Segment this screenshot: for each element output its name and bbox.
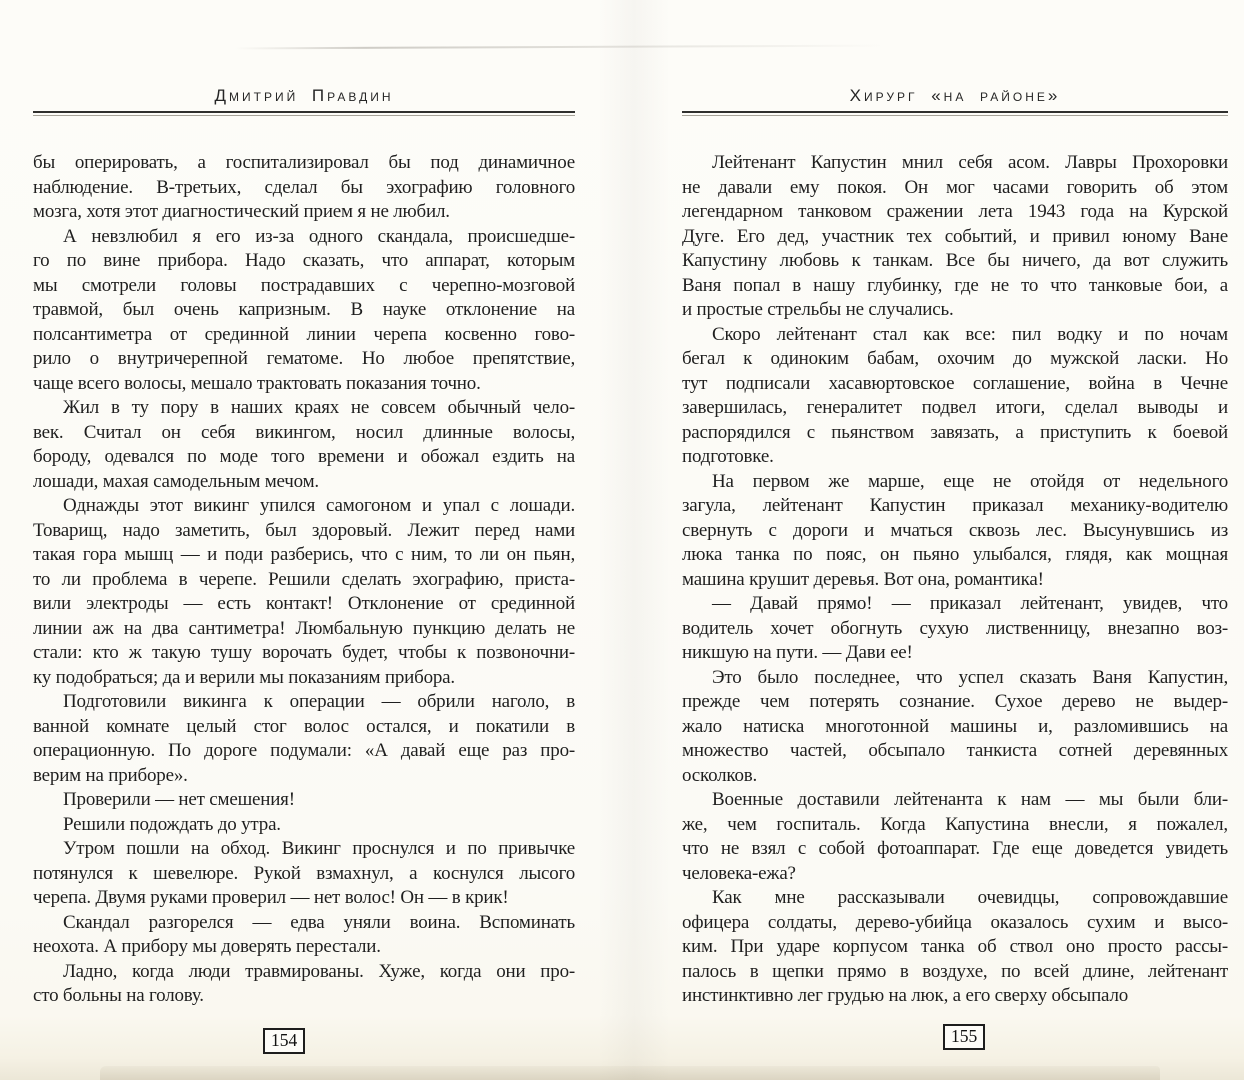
text-line: то ли проблема в черепе. Решили сделать эхографию, приста- bbox=[33, 568, 575, 590]
text-line: сто больны на голову. bbox=[33, 985, 204, 1006]
paragraph bbox=[682, 886, 1228, 1009]
text-line: не давали ему покоя. Он мог часами говорить об этом bbox=[682, 176, 1228, 198]
text-line: офицера солдаты, дерево-убийца оказалось сухим и высо- bbox=[682, 911, 1228, 933]
text-line: Проверили — нет смешения! bbox=[63, 789, 295, 810]
text-line: завершилась, генералитет подвел итоги, сделал выводы и bbox=[682, 397, 1228, 418]
text-line: лошади, махая самодельным мечом. bbox=[33, 470, 319, 492]
text-line: жало натиска многотонной машины и, разломившись на bbox=[682, 715, 1228, 737]
paragraph bbox=[682, 151, 1228, 323]
text-line: Дуге. Его дед, участник тех событий, и привил юному Ване bbox=[682, 225, 1228, 247]
text-line: инстинктивно лег грудью на люк, а его сверху обсыпало bbox=[682, 985, 1129, 1006]
text-line: — Давай прямо! — приказал лейтенант, увидев, что bbox=[712, 593, 1228, 614]
paragraph bbox=[682, 666, 1228, 789]
text-line: Товарищ, надо заметить, был здоровый. Лежит перед нами bbox=[33, 519, 575, 541]
text-line: Капустину любовь к танкам. Все бы ничего, да вот служить bbox=[682, 250, 1228, 271]
text-line: бороду, одевался по моде того времени и обожал ездить на bbox=[33, 446, 575, 467]
bottom-scan-edge bbox=[100, 1066, 1160, 1080]
text-line: палось в щепки прямо в воздухе, по всей длине, лейтенант bbox=[682, 960, 1228, 982]
text-line: стали: кто ж такую тушу ворочать будет, чтобы к позвоночни- bbox=[33, 642, 575, 663]
text-line: тут подписали хасавюртовское соглашение, война в Чечне bbox=[682, 372, 1228, 394]
text-line: бы оперировать, а госпитализировал бы под динамичное bbox=[33, 152, 575, 173]
text-line: легендарном танковом сражении лета 1943 года на Курской bbox=[682, 201, 1228, 222]
page-gutter-shadow bbox=[598, 0, 670, 1080]
text-line: бегал к одиноким бабам, охочим до мужской ласки. Но bbox=[682, 348, 1228, 369]
text-line: На первом же марше, еще не отойдя от недельного bbox=[712, 470, 1228, 492]
text-line: множество частей, обсыпало танкиста сотней деревянных bbox=[682, 740, 1228, 761]
text-line: Военные доставили лейтенанта к нам — мы были бли- bbox=[712, 789, 1228, 810]
text-line: неохота. А прибору мы доверять перестали. bbox=[33, 936, 381, 957]
text-line: верим на приборе». bbox=[33, 764, 188, 786]
text-line: Как мне рассказывали очевидцы, сопровождавшие bbox=[712, 887, 1228, 908]
page-number-right: 155 bbox=[943, 1024, 985, 1050]
text-line: полсантиметра от срединной линии черепа косвенно гово- bbox=[33, 323, 575, 345]
header-rule bbox=[682, 111, 1228, 116]
text-line: ким. При ударе корпусом танка об ствол оно просто рассы- bbox=[682, 936, 1228, 957]
text-line: Лейтенант Капустин мнил себя асом. Лавры Прохоровки bbox=[712, 152, 1228, 173]
page-right bbox=[682, 86, 1228, 1009]
text-line: загула, лейтенант Капустин приказал механику-водителю bbox=[682, 495, 1228, 516]
paragraph bbox=[33, 690, 575, 788]
page-body-right bbox=[682, 151, 1228, 1009]
text-line: Однажды этот викинг упился самогоном и упал с лошади. bbox=[63, 495, 575, 516]
text-line: потянулся к шевелюре. Рукой взмахнул, а коснулся лысого bbox=[33, 862, 575, 884]
text-line: ку подобраться; да и верили мы показаниям прибора. bbox=[33, 666, 455, 688]
paragraph bbox=[33, 837, 575, 911]
text-line: ванной комнате целый стог волос остался, и покатили в bbox=[33, 715, 575, 737]
page-body-left bbox=[33, 151, 575, 1009]
header-rule bbox=[33, 111, 575, 116]
text-line: распорядился с пьянством завязать, а приступить к боевой bbox=[682, 421, 1228, 443]
text-line: что не взял с собой фотоаппарат. Где еще доведется увидеть bbox=[682, 838, 1228, 859]
text-line: операционную. По дороге подумали: «А давай еще раз про- bbox=[33, 740, 575, 761]
text-line: же, чем госпиталь. Когда Капустина внесли, я пожалел, bbox=[682, 813, 1228, 835]
text-line: Утром пошли на обход. Викинг проснулся и по привычке bbox=[63, 838, 575, 859]
paragraph bbox=[33, 960, 575, 1009]
text-line: наблюдение. В-третьих, сделал бы эхографию головного bbox=[33, 176, 575, 198]
text-line: Это было последнее, что успел сказать Ваня Капустин, bbox=[712, 666, 1228, 688]
paragraph bbox=[33, 396, 575, 494]
text-line: человека-ежа? bbox=[682, 862, 796, 884]
text-line: и простые стрельбы не случались. bbox=[682, 299, 954, 320]
text-line: свернуть с дороги и мчаться сквозь лес. Высунувшись из bbox=[682, 519, 1228, 541]
text-line: Скоро лейтенант стал как все: пил водку и по ночам bbox=[712, 323, 1228, 345]
text-line: прежде чем потерять сознание. Сухое дерево не выдер- bbox=[682, 691, 1228, 712]
page-number-left: 154 bbox=[263, 1028, 305, 1054]
text-line: черепа. Двумя руками проверил — нет волос! Он — в крик! bbox=[33, 887, 509, 908]
text-line: вили электроды — есть контакт! Отклонение от срединной bbox=[33, 593, 575, 614]
text-line: травмой, был очень капризным. В науке отклонение на bbox=[33, 299, 575, 320]
text-line: водитель хочет обогнуть сухую лиственницу, внезапно воз- bbox=[682, 617, 1228, 639]
text-line: мы смотрели головы пострадавших с черепно-мозговой bbox=[33, 274, 575, 296]
text-line: чаще всего волосы, мешало трактовать показания точно. bbox=[33, 372, 481, 394]
text-line: Решили подождать до утра. bbox=[63, 813, 281, 835]
text-line: такая гора мышц — и поди разберись, что с ним, то ли он пьян, bbox=[33, 544, 575, 565]
text-line: люка танка по пояс, он пьяно улыбался, глядя, как мощная bbox=[682, 544, 1228, 565]
text-line: рило о внутричерепной гематоме. Но любое препятствие, bbox=[33, 348, 575, 369]
text-line: линии аж на два сантиметра! Люмбальную пункцию делать не bbox=[33, 617, 575, 639]
page-left bbox=[33, 86, 575, 1009]
text-line: Ваня попал в нашу глубинку, где не то что танковые бои, а bbox=[682, 274, 1228, 296]
paragraph bbox=[33, 151, 575, 225]
paragraph bbox=[33, 813, 575, 838]
paragraph bbox=[682, 470, 1228, 593]
paragraph bbox=[33, 225, 575, 397]
paragraph bbox=[682, 592, 1228, 666]
paragraph bbox=[682, 323, 1228, 470]
running-head-title: Хирург «на районе» bbox=[849, 86, 1061, 105]
running-head-author: Дмитрий Правдин bbox=[214, 86, 394, 105]
text-line: Жил в ту пору в наших краях не совсем обычный чело- bbox=[63, 397, 575, 418]
text-line: Подготовили викинга к операции — обрили наголо, в bbox=[63, 691, 575, 712]
paragraph bbox=[33, 788, 575, 813]
paragraph bbox=[33, 911, 575, 960]
text-line: подготовке. bbox=[682, 446, 774, 467]
text-line: Ладно, когда люди травмированы. Хуже, когда они про- bbox=[63, 960, 575, 982]
paragraph bbox=[33, 494, 575, 690]
text-line: мозга, хотя этот диагностический прием я не любил. bbox=[33, 201, 450, 222]
text-line: А невзлюбил я его из-за одного скандала, происшедше- bbox=[63, 225, 575, 247]
text-line: век. Считал он себя викингом, носил длинные волосы, bbox=[33, 421, 575, 443]
text-line: никшую на пути. — Дави ее! bbox=[682, 642, 913, 663]
text-line: машина крушит деревья. Вот она, романтика! bbox=[682, 568, 1044, 590]
paragraph bbox=[682, 788, 1228, 886]
text-line: го по вине прибора. Надо сказать, что аппарат, которым bbox=[33, 250, 575, 271]
text-line: Скандал разгорелся — едва уняли воина. Вспоминать bbox=[63, 911, 575, 933]
text-line: осколков. bbox=[682, 764, 758, 786]
